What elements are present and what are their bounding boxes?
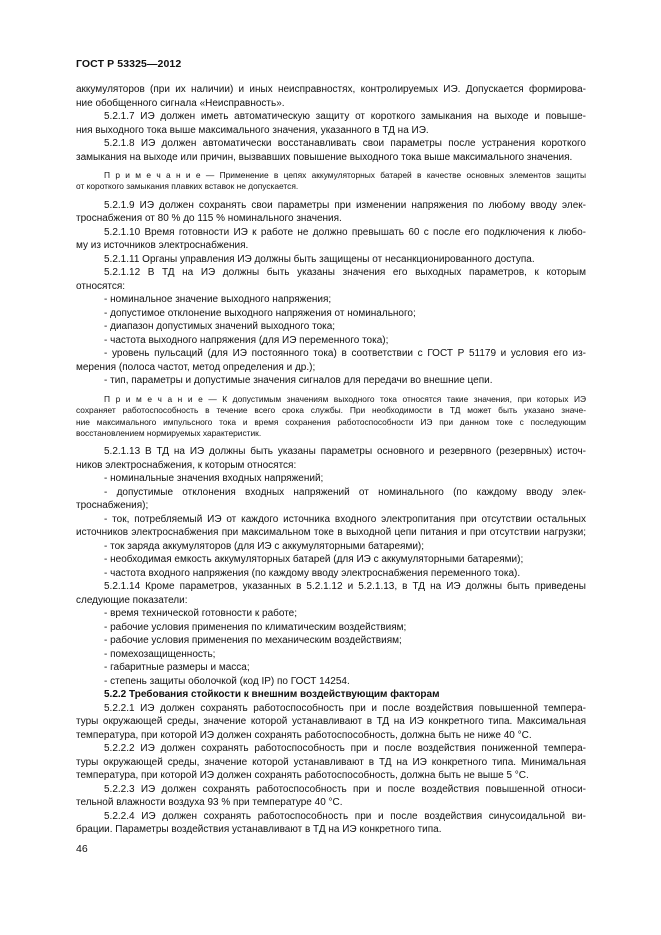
text-line: туры окружающей среды, значение которой устанавливают в ТД на ИЭ конкретного типа. Максимальная	[76, 716, 586, 728]
text-line: - необходимая емкость аккумуляторных батарей (для ИЭ с аккумуляторными батареями);	[104, 554, 524, 566]
text-line: аккумуляторов (при их наличии) и иных неисправностях, контролируемых ИЭ. Допускается формирова-	[76, 84, 586, 95]
text-line: - частота выходного напряжения (для ИЭ переменного тока);	[104, 334, 389, 346]
paragraph-block	[76, 110, 586, 137]
text-line: - степень защиты оболочкой (код IP) по ГОСТ 14254.	[104, 675, 350, 687]
text-line: - время технической готовности к работе;	[104, 608, 298, 620]
paragraph-block	[76, 266, 586, 388]
note-block	[76, 394, 586, 440]
text-line: источников электроснабжения при максимальном токе в выходной цепи питания и при отсутствии нагрузки;	[76, 527, 586, 539]
text-line: 5.2.2.2 ИЭ должен сохранять работоспособность при и после воздействия пониженной темпера-	[104, 743, 586, 755]
paragraph-block	[76, 445, 586, 580]
text-line: 5.2.2.3 ИЭ должен сохранять работоспособность при и после воздействия повышенной относи-	[104, 783, 586, 795]
text-line: - диапазон допустимых значений выходного тока;	[104, 321, 336, 333]
paragraph-block	[76, 199, 586, 226]
paragraph-block	[76, 226, 586, 253]
text-line: следующие показатели:	[76, 594, 188, 606]
text-line: брации. Параметры воздействия устанавливают в ТД на ИЭ конкретного типа.	[76, 824, 442, 836]
text-line: троснабжения);	[76, 500, 149, 512]
text-line: ников электроснабжения, к которым относятся:	[76, 459, 297, 471]
text-line: - рабочие условия применения по механическим воздействиям;	[104, 635, 402, 647]
text-line: - номинальное значение выходного напряжения;	[104, 294, 332, 306]
text-line: 5.2.1.12 В ТД на ИЭ должны быть указаны значения его выходных параметров, к которым	[104, 267, 586, 279]
page-number: 46	[76, 843, 88, 855]
text-line: 5.2.1.8 ИЭ должен автоматически восстанавливать свои параметры после устранения короткого	[104, 138, 586, 149]
text-line: 5.2.1.14 Кроме параметров, указанных в 5.2.1.12 и 5.2.1.13, в ТД на ИЭ должны быть приведены	[104, 581, 586, 593]
text-line: от короткого замыкания плавких вставок не допускается.	[76, 181, 299, 192]
text-line: троснабжения от 80 % до 115 % номинального значения.	[76, 213, 342, 225]
text-line: - помехозащищенность;	[104, 648, 216, 660]
text-line: - ток заряда аккумуляторов (для ИЭ с аккумуляторными батареями);	[104, 540, 425, 552]
text-line: сохраняет работоспособность в течение всего срока службы. При необходимости в ТД может быть указано значе-	[76, 405, 586, 416]
text-line: 5.2.1.10 Время готовности ИЭ к работе не должно превышать 60 с после его подключения к любо-	[104, 226, 586, 238]
paragraph-block	[76, 783, 586, 810]
text-line: - допустимое отклонение выходного напряжения от номинального;	[104, 307, 416, 319]
paragraph-block	[76, 137, 586, 164]
text-line: 5.2.1.13 В ТД на ИЭ должны быть указаны параметры основного и резервного (резервных) источ-	[104, 446, 586, 458]
paragraph-block	[76, 253, 586, 267]
text-line: температура, при которой ИЭ должен сохранять работоспособность, должна быть не ниже 40 °С.	[76, 729, 532, 741]
text-line: 5.2.1.9 ИЭ должен сохранять свои параметры при изменении напряжения по любому вводу элек-	[104, 199, 586, 211]
text-line: туры окружающей среды, значение которой устанавливают в ТД на ИЭ конкретного типа. Минимальная	[76, 756, 586, 768]
paragraph-block	[76, 702, 586, 743]
text-line: 5.2.1.11 Органы управления ИЭ должны быть защищены от несанкционированного доступа.	[104, 253, 535, 265]
text-line: 5.2.2.4 ИЭ должен сохранять работоспособность при и после воздействия синусоидальной ви-	[104, 810, 586, 822]
text-line: - уровень пульсаций (для ИЭ постоянного тока) в соответствии с ГОСТ Р 51179 и условия его из-	[104, 348, 586, 360]
text-line: температура, при которой ИЭ должен сохранять работоспособность, должна быть не выше 5 °С.	[76, 770, 529, 782]
text-line: - частота входного напряжения (по каждому вводу электроснабжения переменного тока).	[104, 567, 521, 579]
text-line: - рабочие условия применения по климатическим воздействиям;	[104, 621, 407, 633]
text-line: - ток, потребляемый ИЭ от каждого источника входного электропитания при отсутствии остальных	[104, 513, 586, 525]
paragraph-block	[76, 742, 586, 783]
document-body	[76, 83, 586, 837]
paragraph-block	[76, 580, 586, 702]
text-line: восстановлением нормируемых характеристик.	[76, 428, 262, 439]
text-line: - тип, параметры и допустимые значения сигналов для передачи во внешние цепи.	[104, 375, 493, 387]
text-line: - габаритные размеры и масса;	[104, 662, 250, 674]
text-line: мерения (полоса частот, метод определения и др.);	[76, 361, 316, 373]
text-line: му из источников электроснабжения.	[76, 240, 249, 252]
text-line: ние обобщенного сигнала «Неисправность».	[76, 97, 285, 109]
text-line: ния выходного тока выше максимального значения, указанного в ТД на ИЭ.	[76, 124, 429, 136]
text-line: ние максимального импульсного тока и время сохранения работоспособности ИЭ при данном токе с последующим	[76, 416, 586, 427]
note-block	[76, 170, 586, 193]
text-line: 5.2.2.1 ИЭ должен сохранять работоспособность при и после воздействия повышенной темпера-	[104, 702, 586, 714]
text-line: относятся:	[76, 280, 126, 292]
text-line: замыкания на выходе или причин, вызвавших повышение выходного тока выше максимального значения.	[76, 151, 573, 163]
text-line: тельной влажности воздуха 93 % при температуре 40 °С.	[76, 797, 343, 809]
text-line: 5.2.1.7 ИЭ должен иметь автоматическую защиту от короткого замыкания на выходе и повыше-	[104, 111, 586, 122]
standard-header: ГОСТ Р 53325—2012	[76, 58, 182, 70]
text-line: П р и м е ч а н и е — К допустимым значениям выходного тока относятся такие значения, при которых ИЭ	[104, 393, 586, 404]
text-line: П р и м е ч а н и е — Применение в цепях аккумуляторных батарей в качестве основных элементов защиты	[104, 170, 586, 180]
paragraph-block	[76, 810, 586, 837]
text-line: - допустимые отклонения входных напряжений от номинального (по каждому вводу элек-	[104, 486, 586, 498]
text-line: - номинальные значения входных напряжений;	[104, 473, 324, 485]
paragraph-block	[76, 83, 586, 110]
section-heading: 5.2.2 Требования стойкости к внешним воздействующим факторам	[104, 689, 440, 701]
